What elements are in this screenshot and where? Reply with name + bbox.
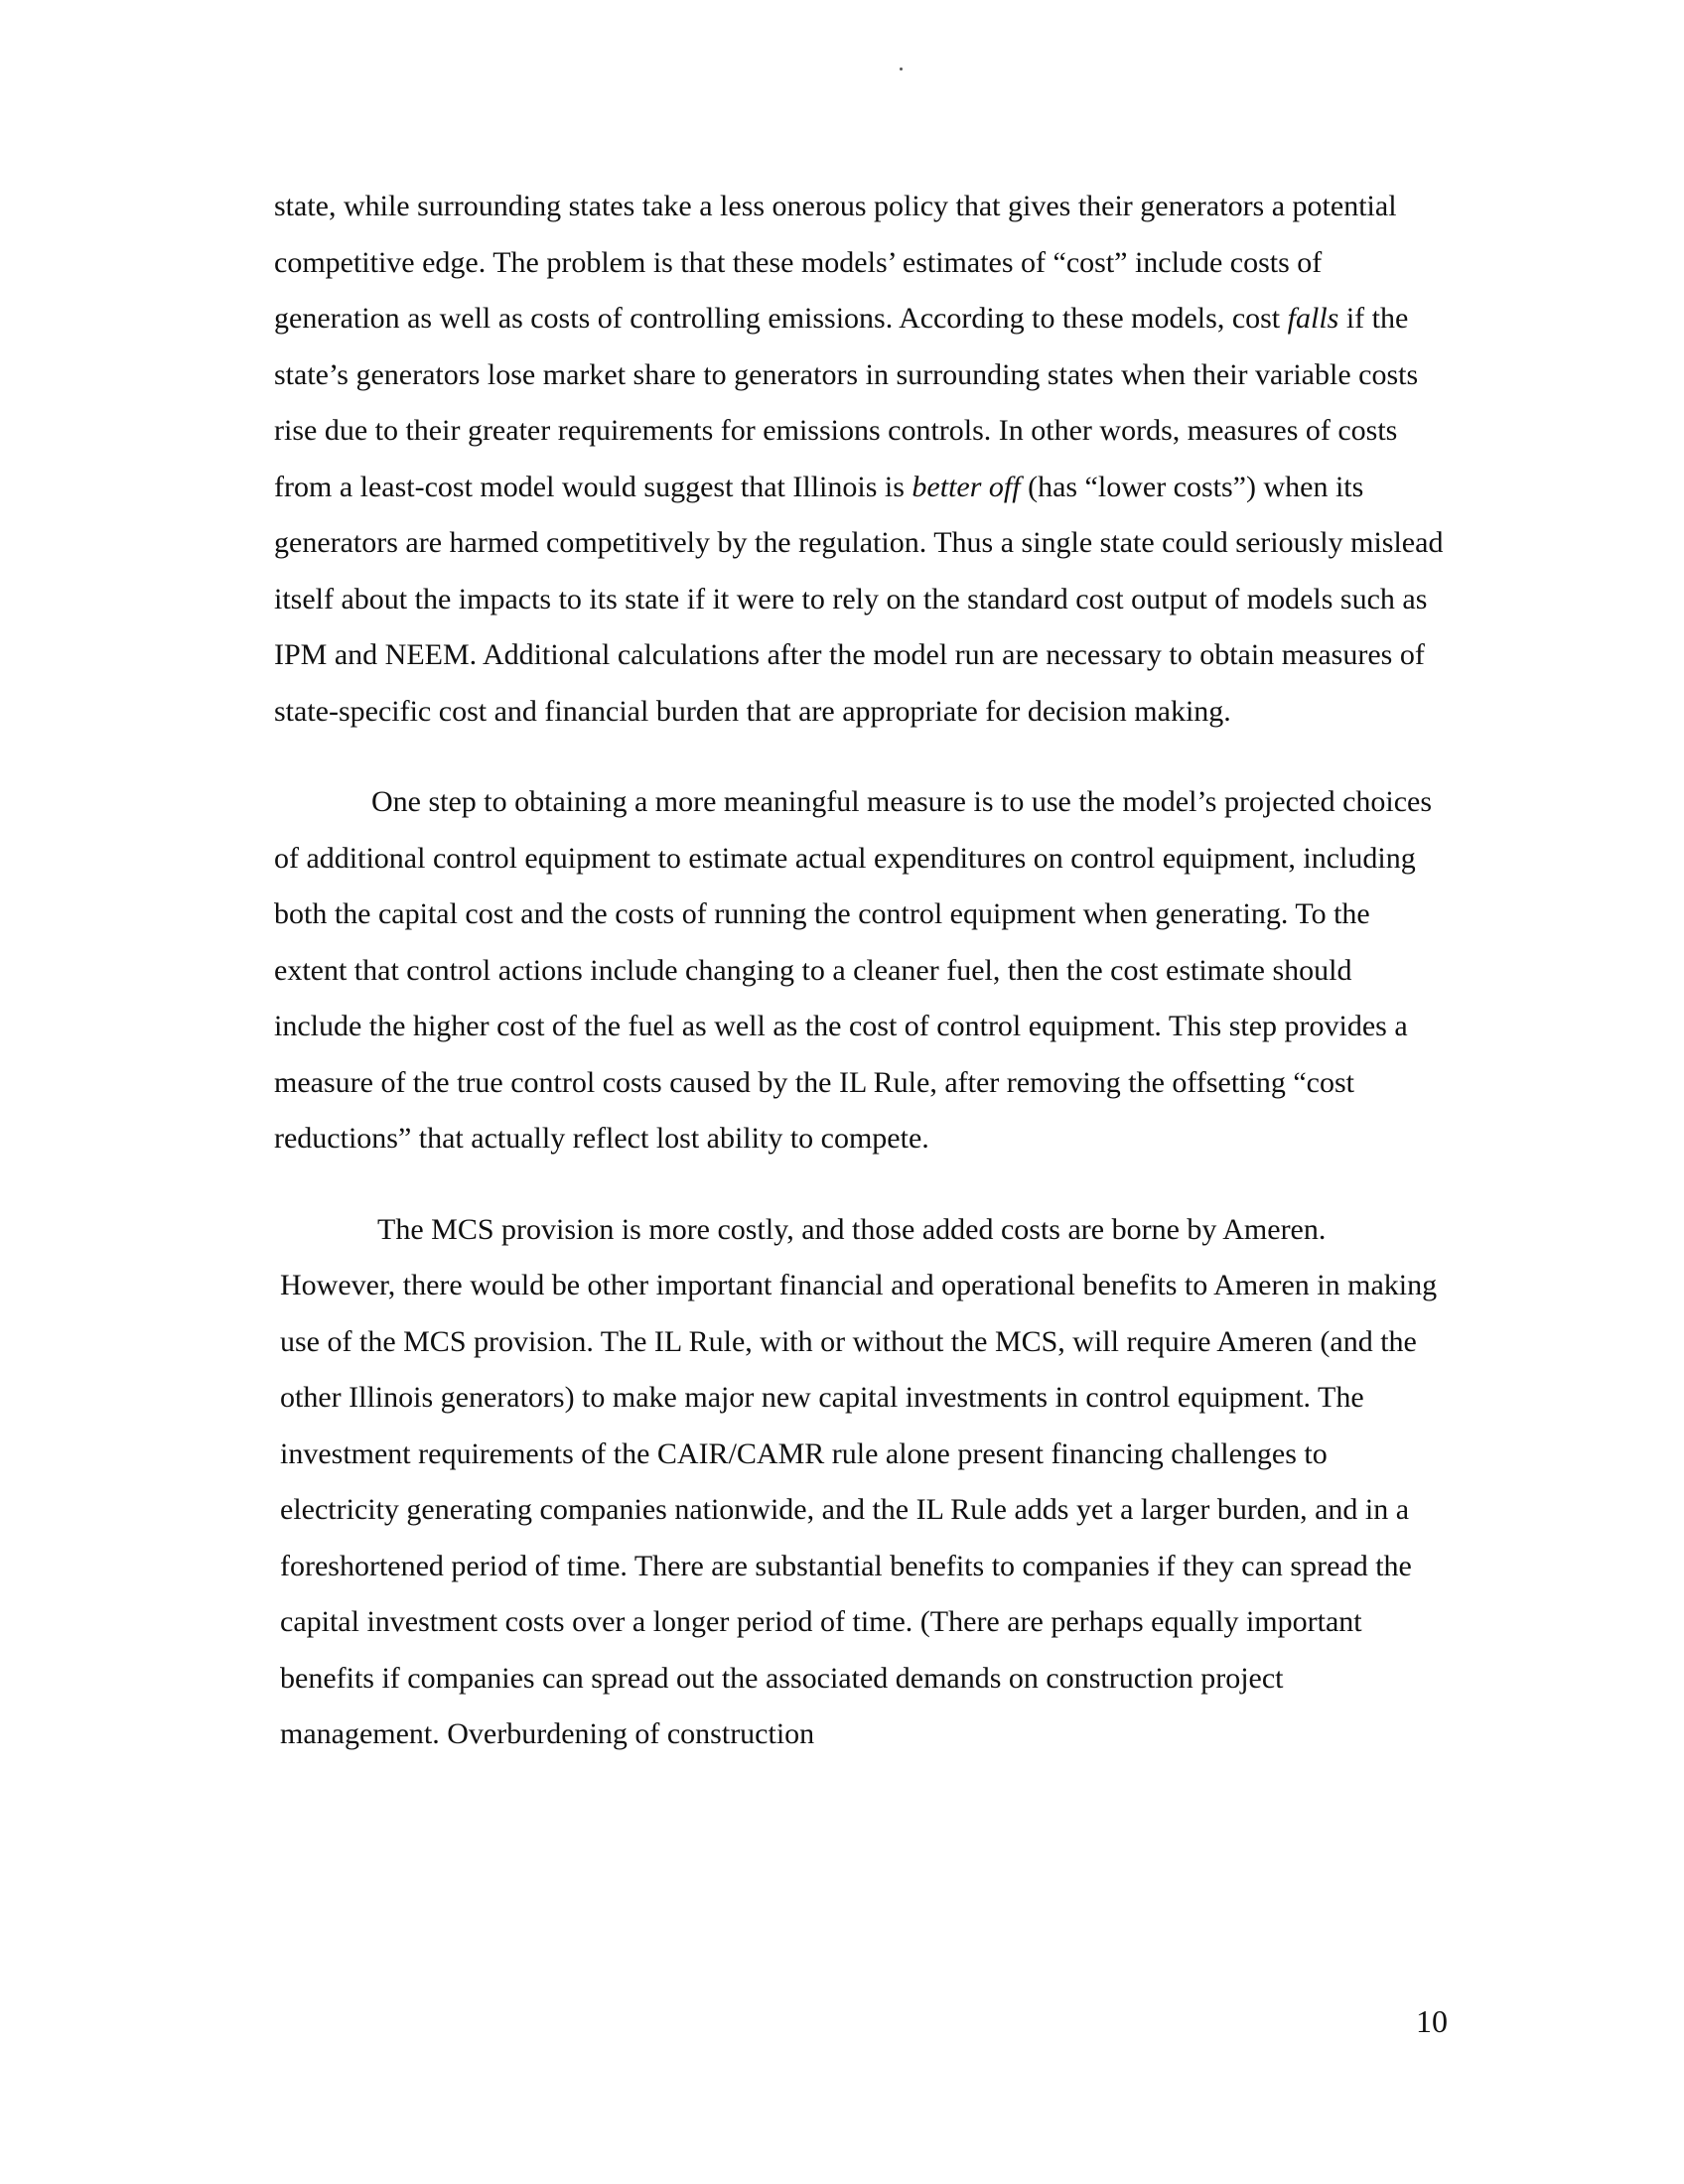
paragraph-3 bbox=[280, 1202, 1446, 1763]
paragraph-1-run-2: if the state’s generators lose market share to generators in surrounding states when their variable costs rise due to their greater requirements for emissions controls. In other words, measures of costs from a least-cost model would suggest that Illinois is bbox=[274, 302, 1419, 503]
paragraph-2 bbox=[274, 774, 1446, 1167]
body-text bbox=[274, 179, 1446, 1763]
page-number: 10 bbox=[1416, 2003, 1448, 2039]
paragraph-2-run-1: One step to obtaining a more meaningful measure is to use the model’s projected choices of additional control equipment to estimate actual expenditures on control equipment, including both the capital cost and the costs of running the control equipment when generating. To the extent that control actions include changing to a cleaner fuel, then the cost estimate should include the higher cost of the fuel as well as the cost of control equipment. This step provides a measure of the true control costs caused by the IL Rule, after removing the offsetting “cost reductions” that actually reflect lost ability to compete. bbox=[274, 785, 1433, 1155]
paragraph-1-run-1: state, while surrounding states take a less onerous policy that gives their generators a potential competitive edge. The problem is that these models’ estimates of “cost” include costs of generation as well as costs of controlling emissions. According to these models, cost bbox=[274, 190, 1397, 335]
paragraph-1 bbox=[274, 179, 1446, 740]
paragraph-1-italic-falls: falls bbox=[1287, 302, 1339, 335]
scan-speck bbox=[900, 68, 903, 70]
paragraph-3-run-1: The MCS provision is more costly, and those added costs are borne by Ameren. However, there would be other important financial and operational benefits to Ameren in making use of the MCS provision. The IL Rule, with or without the MCS, will require Ameren (and the other Illinois generators) to make major new capital investments in control equipment. The investment requirements of the CAIR/CAMR rule alone present financing challenges to electricity generating companies nationwide, and the IL Rule adds yet a larger burden, and in a foreshortened period of time. There are substantial benefits to companies if they can spread the capital investment costs over a longer period of time. (There are perhaps equally important benefits if companies can spread out the associated demands on construction project management. Overburdening of construction bbox=[280, 1212, 1438, 1750]
paragraph-1-italic-better-off: better off bbox=[912, 470, 1021, 503]
paragraph-1-run-3: (has “lower costs”) when its generators are harmed competitively by the regulation. Thus a single state could seriously mislead itself about the impacts to its state if it were to rely on the standard cost output of models such as IPM and NEEM. Additional calculations after the model run are necessary to obtain measures of state-specific cost and financial burden that are appropriate for decision making. bbox=[274, 470, 1444, 728]
